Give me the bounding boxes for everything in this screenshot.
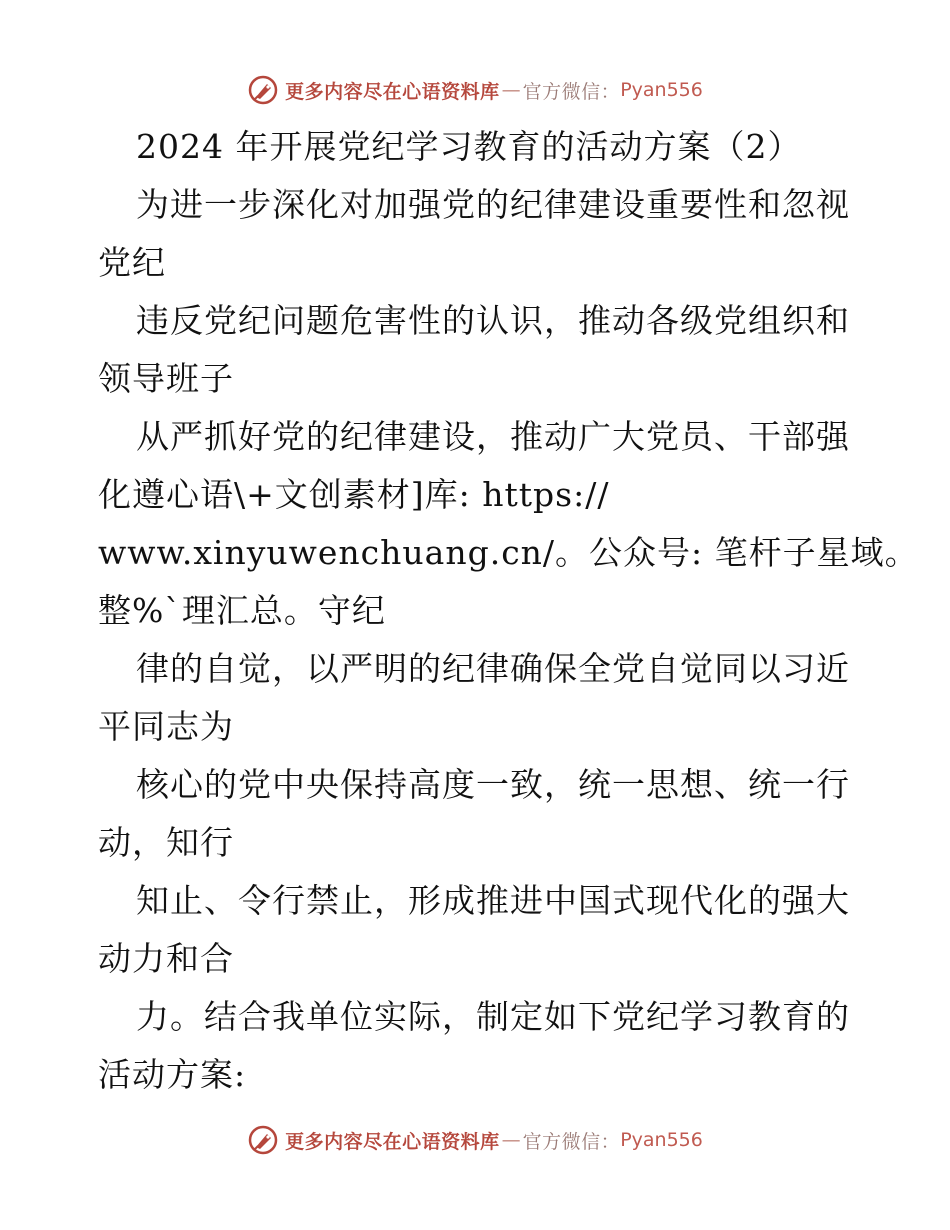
document-title: 2024 年开展党纪学习教育的活动方案（2） xyxy=(136,127,802,166)
header-dash: — xyxy=(501,79,521,101)
paragraph-line: 党纪 xyxy=(98,243,166,282)
paragraph-line: www.xinyuwenchuang.cn/。公众号: 笔杆子星域。 xyxy=(98,533,919,572)
paragraph-line: 平同志为 xyxy=(98,707,234,746)
paragraph-line: 活动方案: xyxy=(98,1055,247,1094)
document-body xyxy=(98,118,919,1104)
paragraph-line: 从严抓好党的纪律建设，推动广大党员、干部强 xyxy=(136,417,850,456)
paragraph-line: 违反党纪问题危害性的认识，推动各级党组织和 xyxy=(136,301,850,340)
paragraph-line: 化遵心语\+文创素材]库: https:// xyxy=(98,475,610,514)
paragraph-line: 知止、令行禁止，形成推进中国式现代化的强大 xyxy=(136,881,850,920)
footer-site-text: 更多内容尽在心语资料库 xyxy=(285,1130,500,1153)
paragraph-line: 领导班子 xyxy=(98,359,234,398)
paragraph-line: 为进一步深化对加强党的纪律建设重要性和忽视 xyxy=(136,185,850,224)
footer-dash: — xyxy=(501,1129,521,1151)
paragraph-line: 律的自觉，以严明的纪律确保全党自觉同以习近 xyxy=(136,649,850,688)
header-wechat-id: Pyan556 xyxy=(620,79,703,101)
footer-wechat-label: 官方微信： xyxy=(522,1130,621,1153)
header-site-text: 更多内容尽在心语资料库 xyxy=(285,80,500,103)
header-watermark-banner xyxy=(0,70,950,110)
footer-watermark-banner xyxy=(0,1120,950,1160)
paragraph-line: 整%`理汇总。守纪 xyxy=(98,591,386,630)
pen-nib-logo-icon xyxy=(247,1124,279,1156)
paragraph-line: 力。结合我单位实际，制定如下党纪学习教育的 xyxy=(136,997,850,1036)
paragraph-line: 动，知行 xyxy=(98,823,234,862)
footer-wechat-id: Pyan556 xyxy=(620,1129,703,1151)
pen-nib-logo-icon xyxy=(247,74,279,106)
paragraph-line: 核心的党中央保持高度一致，统一思想、统一行 xyxy=(136,765,850,804)
header-wechat-label: 官方微信： xyxy=(522,80,621,103)
paragraph-line: 动力和合 xyxy=(98,939,234,978)
